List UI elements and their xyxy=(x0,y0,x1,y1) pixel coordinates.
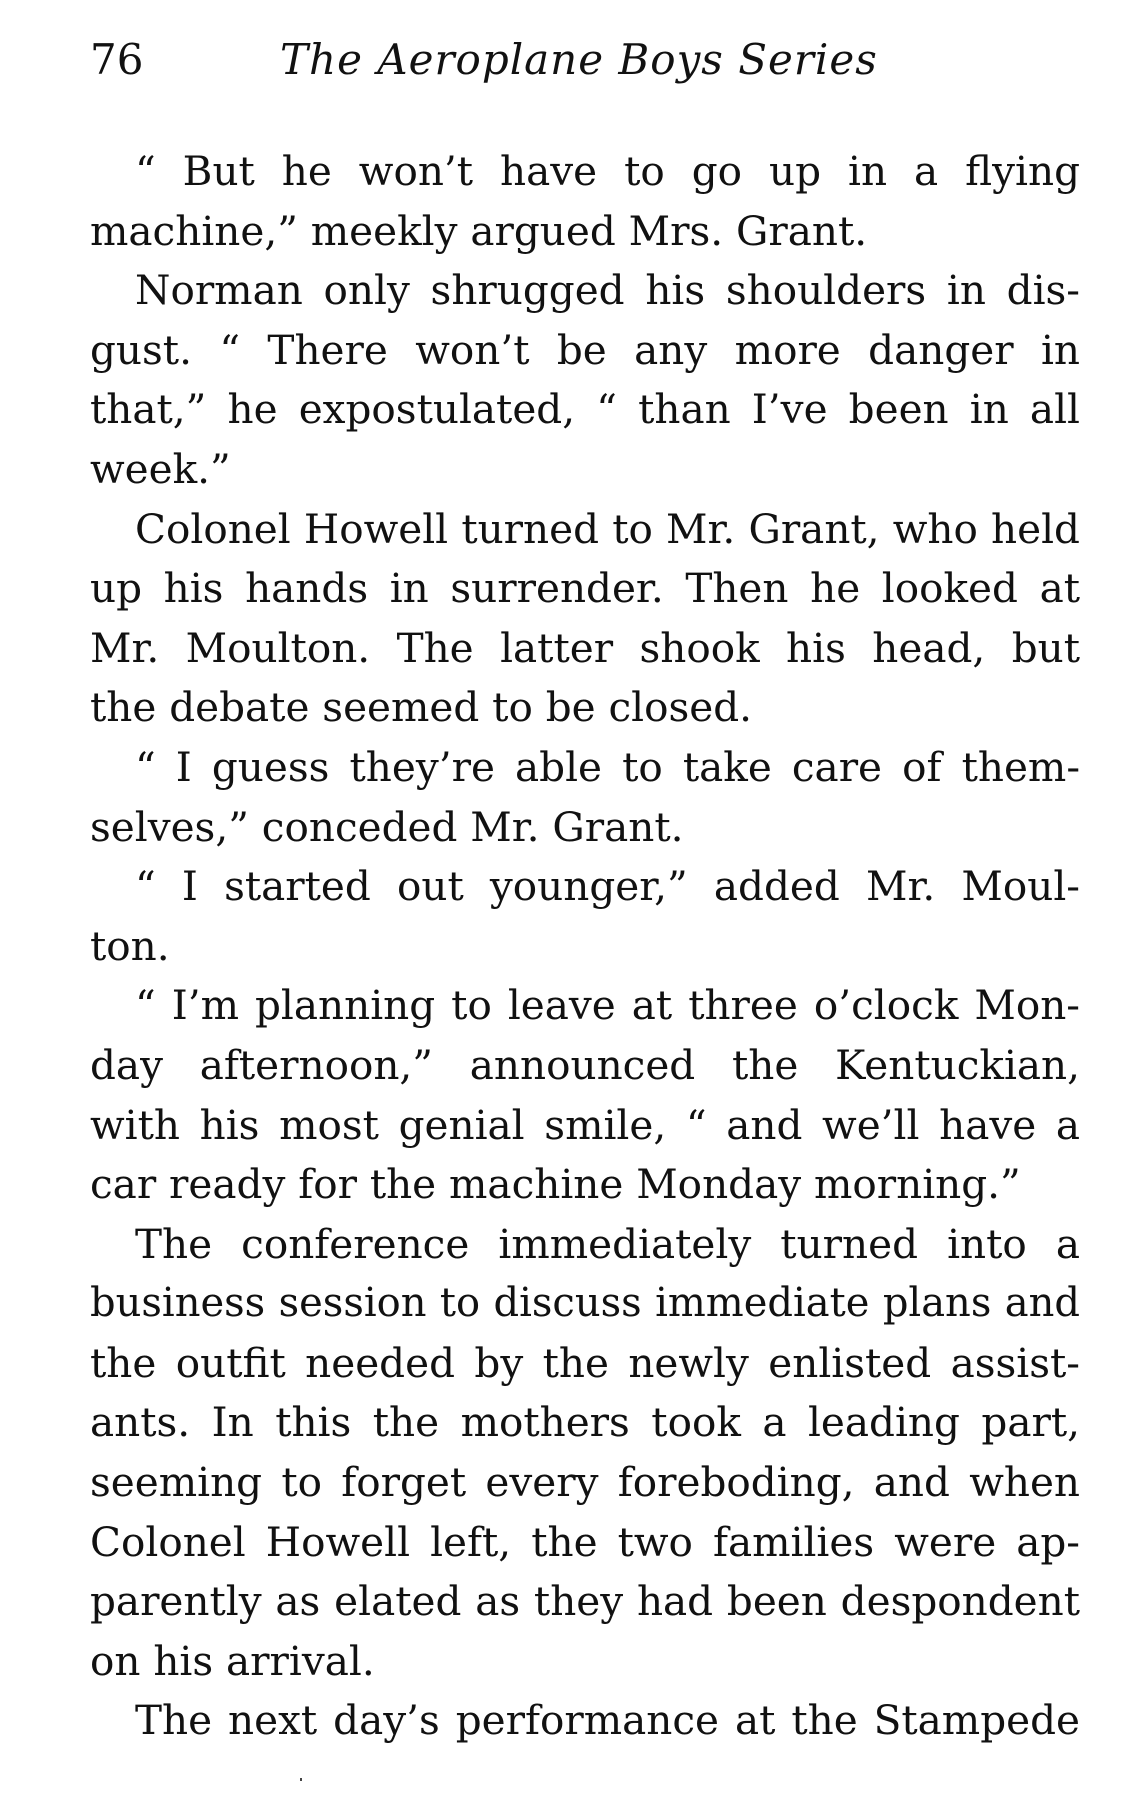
text-line: “ I guess they’re able to take care of them- xyxy=(135,742,1080,791)
page-number: 76 xyxy=(90,35,144,84)
text-line: day afternoon,” announced the Kentuckian, xyxy=(90,1040,1080,1089)
text-line: machine,” meekly argued Mrs. Grant. xyxy=(90,206,868,255)
running-head xyxy=(90,30,1080,90)
text-line: gust. “ There won’t be any more danger in xyxy=(90,325,1080,374)
text-line: “ I’m planning to leave at three o’clock Mon- xyxy=(135,981,1080,1030)
text-line: ton. xyxy=(90,921,170,970)
text-line: Norman only shrugged his shoulders in dis- xyxy=(135,266,1080,315)
text-line: The next day’s performance at the Stampede xyxy=(135,1696,1080,1745)
text-line: that,” he expostulated, “ than I’ve been in all xyxy=(90,385,1080,434)
text-line: Colonel Howell left, the two families were ap- xyxy=(90,1517,1080,1566)
text-line: the debate seemed to be closed. xyxy=(90,683,753,732)
text-line: Colonel Howell turned to Mr. Grant, who held xyxy=(135,504,1080,553)
text-line: “ I started out younger,” added Mr. Moul- xyxy=(135,862,1080,911)
text-line: up his hands in surrender. Then he looked at xyxy=(90,564,1080,613)
text-line: parently as elated as they had been despondent xyxy=(90,1577,1080,1626)
text-line: selves,” conceded Mr. Grant. xyxy=(90,802,684,851)
text-line: week.” xyxy=(90,444,231,493)
text-line: “ But he won’t have to go up in a flying xyxy=(135,147,1080,195)
text-line: seeming to forget every foreboding, and when xyxy=(90,1458,1080,1507)
text-line: ants. In this the mothers took a leading part, xyxy=(90,1398,1080,1447)
print-speck xyxy=(300,1778,302,1781)
text-line: car ready for the machine Monday morning.” xyxy=(90,1160,1021,1209)
text-line: on his arrival. xyxy=(90,1636,375,1685)
text-line: The conference immediately turned into a xyxy=(135,1219,1080,1268)
body-text xyxy=(90,142,1080,1751)
series-title: The Aeroplane Boys Series xyxy=(280,35,878,84)
text-line: the outfit needed by the newly enlisted assist- xyxy=(90,1338,1080,1387)
text-line: business session to discuss immediate plans and xyxy=(90,1280,1080,1327)
text-line: with his most genial smile, “ and we’ll have a xyxy=(90,1100,1080,1149)
text-line: Mr. Moulton. The latter shook his head, but xyxy=(90,623,1080,672)
